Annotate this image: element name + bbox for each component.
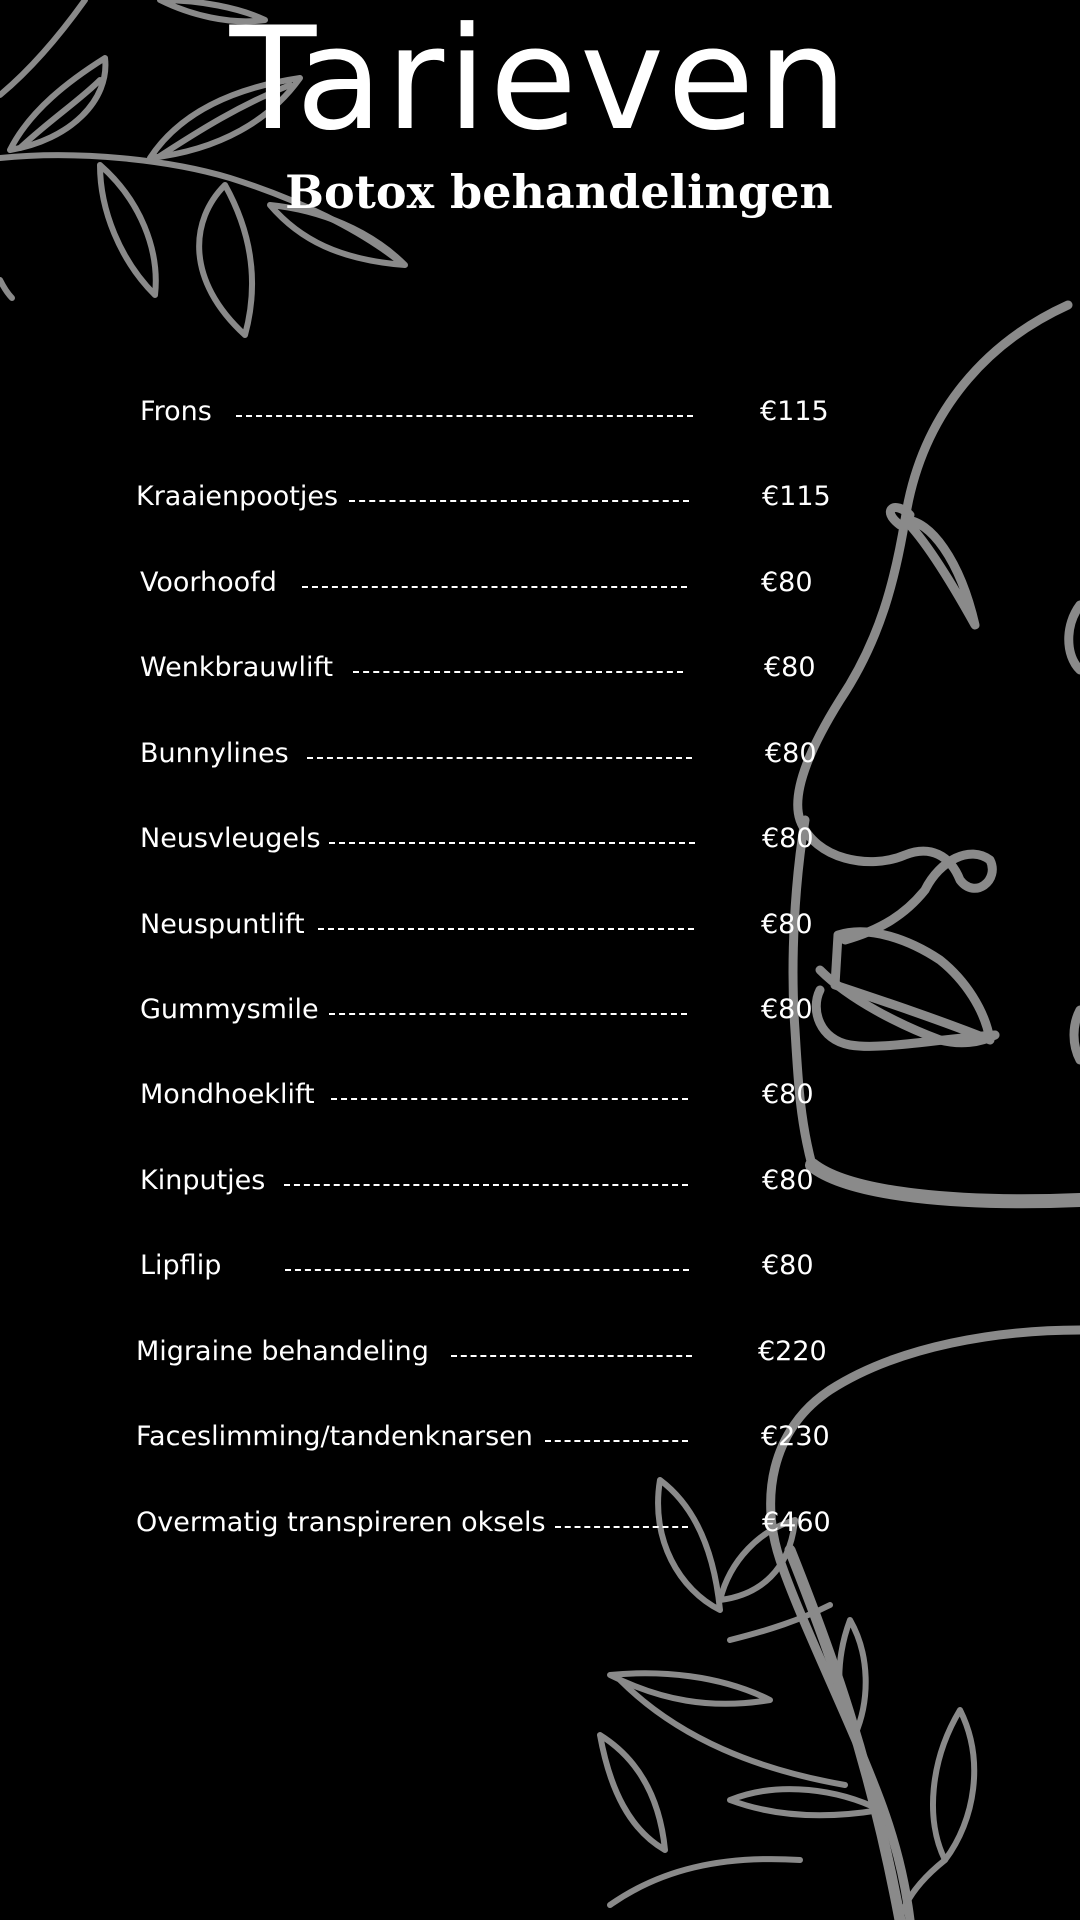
treatment-name: Wenkbrauwlift xyxy=(140,652,334,683)
price-list-item xyxy=(0,1161,1080,1201)
dotted-leader xyxy=(284,1184,688,1186)
treatment-price: €230 xyxy=(761,1421,830,1452)
price-list-item xyxy=(0,1246,1080,1286)
treatment-price: €80 xyxy=(761,567,813,598)
treatment-price: €80 xyxy=(762,1165,814,1196)
dotted-leader xyxy=(285,1269,689,1271)
price-list-item xyxy=(0,990,1080,1030)
treatment-name: Mondhoeklift xyxy=(140,1079,315,1110)
price-list-item xyxy=(0,1075,1080,1115)
treatment-name: Gummysmile xyxy=(140,994,319,1025)
treatment-name: Voorhoofd xyxy=(140,567,277,598)
treatment-price: €80 xyxy=(761,909,813,940)
dotted-leader xyxy=(307,757,692,759)
treatment-name: Lipflip xyxy=(140,1250,222,1281)
dotted-leader xyxy=(329,1013,687,1015)
treatment-price: €80 xyxy=(765,738,817,769)
treatment-price: €220 xyxy=(758,1336,827,1367)
treatment-price: €115 xyxy=(760,396,829,427)
dotted-leader xyxy=(329,842,695,844)
treatment-price: €80 xyxy=(762,1250,814,1281)
treatment-price: €80 xyxy=(764,652,816,683)
dotted-leader xyxy=(236,415,693,417)
treatment-name: Faceslimming/tandenknarsen xyxy=(136,1421,533,1452)
price-list-item xyxy=(0,1503,1080,1543)
dotted-leader xyxy=(353,671,683,673)
price-list-item xyxy=(0,392,1080,432)
price-list-item xyxy=(0,734,1080,774)
price-list-item xyxy=(0,648,1080,688)
price-list-item xyxy=(0,563,1080,603)
treatment-name: Bunnylines xyxy=(140,738,289,769)
price-list-item xyxy=(0,905,1080,945)
treatment-price: €80 xyxy=(761,994,813,1025)
price-list-item xyxy=(0,819,1080,859)
page-title: Tarieven xyxy=(229,0,851,162)
dotted-leader xyxy=(545,1440,688,1442)
treatment-name: Neuspuntlift xyxy=(140,909,305,940)
dotted-leader xyxy=(331,1098,688,1100)
treatment-name: Kinputjes xyxy=(140,1165,266,1196)
treatment-name: Neusvleugels xyxy=(140,823,321,854)
treatment-name: Overmatig transpireren oksels xyxy=(136,1507,546,1538)
treatment-price: €80 xyxy=(762,823,814,854)
treatment-price: €460 xyxy=(762,1507,831,1538)
dotted-leader xyxy=(318,928,694,930)
dotted-leader xyxy=(302,586,687,588)
price-list-item xyxy=(0,477,1080,517)
treatment-price: €80 xyxy=(762,1079,814,1110)
treatment-name: Migraine behandeling xyxy=(136,1336,429,1367)
treatment-price: €115 xyxy=(762,481,831,512)
dotted-leader xyxy=(555,1526,688,1528)
page-subtitle: Botox behandelingen xyxy=(285,165,833,219)
dotted-leader xyxy=(349,500,689,502)
price-list-item xyxy=(0,1417,1080,1457)
price-list-item xyxy=(0,1332,1080,1372)
dotted-leader xyxy=(451,1355,692,1357)
treatment-name: Frons xyxy=(140,396,212,427)
treatment-name: Kraaienpootjes xyxy=(136,481,339,512)
